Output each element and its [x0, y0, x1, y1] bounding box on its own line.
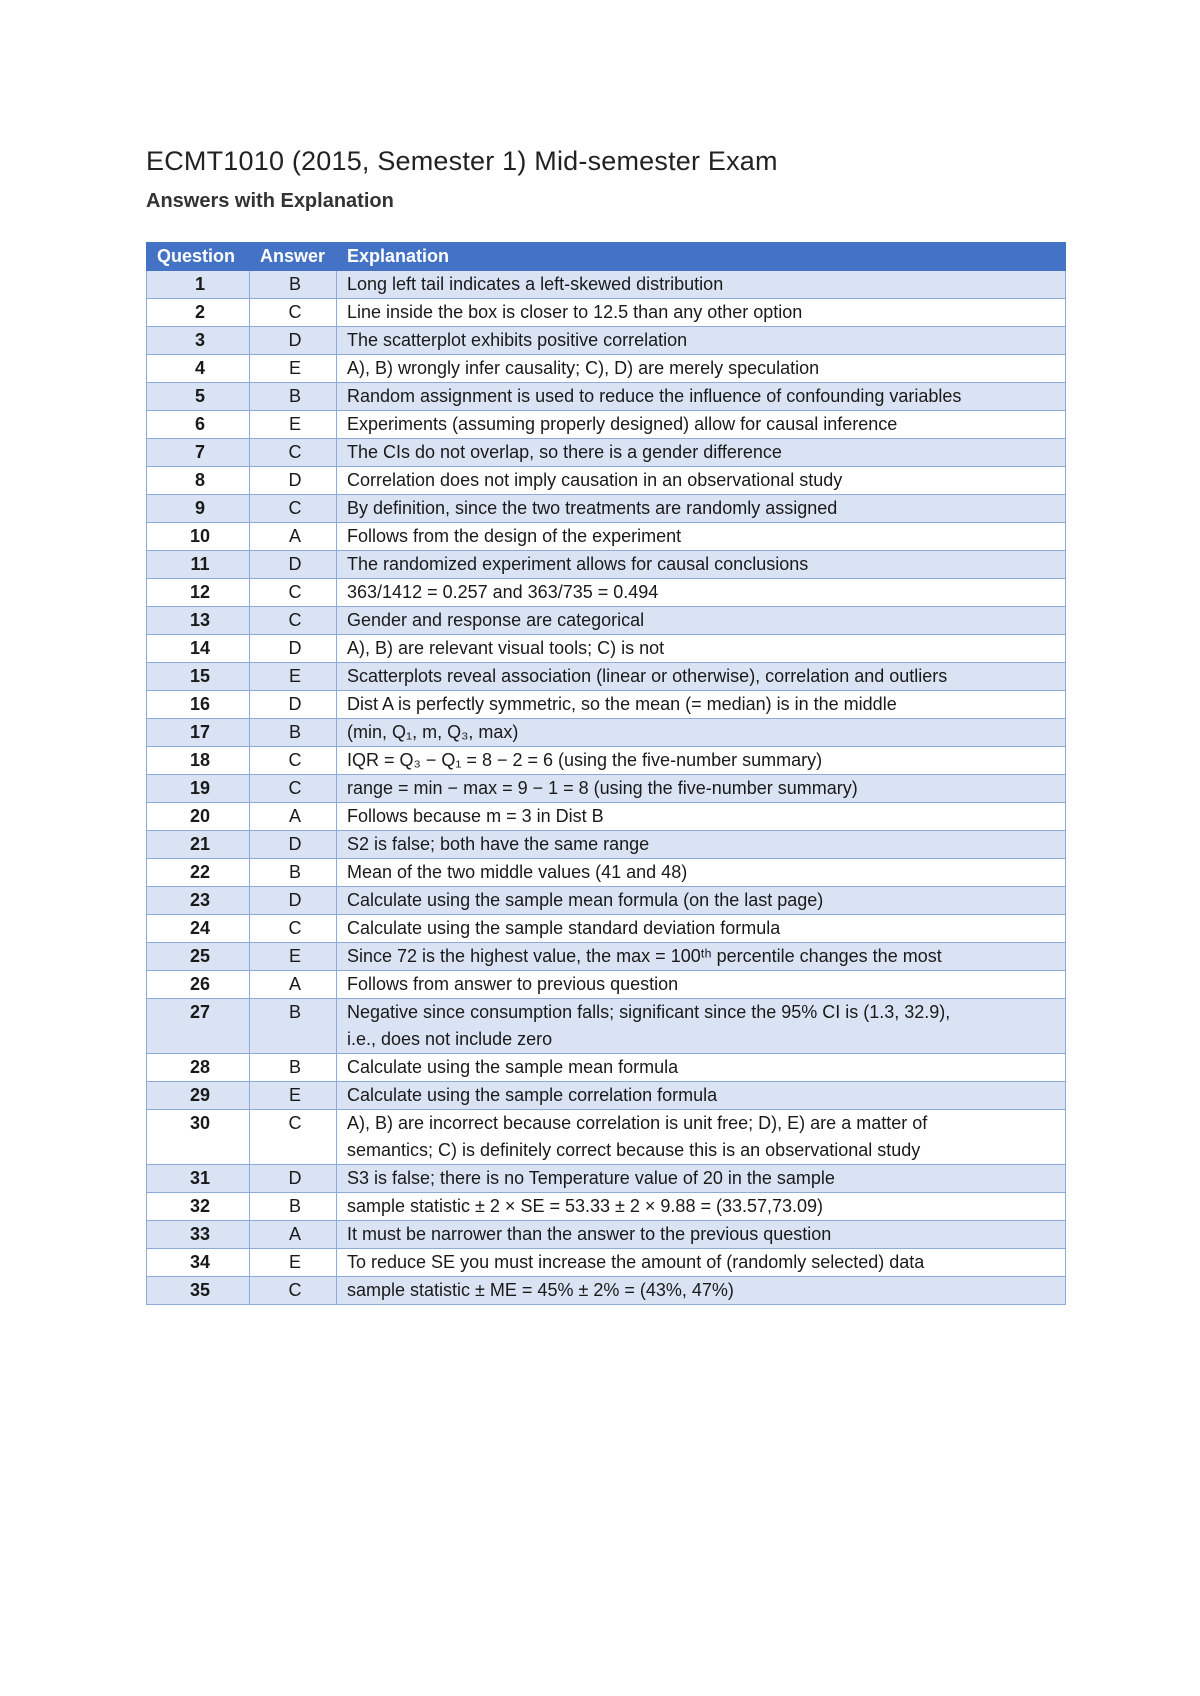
question-number: 5	[147, 383, 250, 411]
explanation-text: Calculate using the sample mean formula (on the last page)	[347, 890, 824, 910]
question-number: 35	[147, 1277, 250, 1305]
question-number: 6	[147, 411, 250, 439]
explanation-cell	[337, 859, 1066, 887]
explanation-text: The randomized experiment allows for causal conclusions	[347, 554, 809, 574]
question-number: 14	[147, 635, 250, 663]
explanation-cell	[337, 1110, 1066, 1165]
question-number: 1	[147, 271, 250, 299]
explanation-text: Negative since consumption falls; significant since the 95% CI is (1.3, 32.9),	[347, 1002, 951, 1022]
explanation-cell	[337, 355, 1066, 383]
answer-letter: D	[250, 327, 337, 355]
table-row	[147, 1110, 1066, 1165]
explanation-cell	[337, 887, 1066, 915]
answer-letter: B	[250, 999, 337, 1054]
explanation-text-continued: semantics; C) is definitely correct because this is an observational study	[347, 1140, 921, 1160]
question-number: 9	[147, 495, 250, 523]
answer-letter: B	[250, 1054, 337, 1082]
answer-letter: B	[250, 383, 337, 411]
answer-letter: D	[250, 887, 337, 915]
explanation-text: Correlation does not imply causation in an observational study	[347, 470, 843, 490]
answer-letter: D	[250, 635, 337, 663]
explanation-cell	[337, 1221, 1066, 1249]
answer-letter: C	[250, 607, 337, 635]
explanation-cell	[337, 1249, 1066, 1277]
answer-letter: E	[250, 663, 337, 691]
answer-letter: E	[250, 411, 337, 439]
header-explanation: Explanation	[337, 243, 1066, 271]
header-question: Question	[147, 243, 250, 271]
explanation-cell	[337, 915, 1066, 943]
explanation-text: It must be narrower than the answer to the previous question	[347, 1224, 832, 1244]
explanation-cell	[337, 943, 1066, 971]
explanation-cell	[337, 383, 1066, 411]
question-number: 17	[147, 719, 250, 747]
explanation-text: Calculate using the sample standard deviation formula	[347, 918, 781, 938]
question-number: 15	[147, 663, 250, 691]
question-number: 2	[147, 299, 250, 327]
explanation-cell	[337, 635, 1066, 663]
answers-table	[146, 242, 1066, 1305]
table-row	[147, 271, 1066, 299]
explanation-text: sample statistic ± 2 × SE = 53.33 ± 2 × 9.88 = (33.57,73.09)	[347, 1196, 824, 1216]
answer-letter: A	[250, 1221, 337, 1249]
question-number: 16	[147, 691, 250, 719]
document-title: ECMT1010 (2015, Semester 1) Mid-semester Exam	[146, 146, 778, 176]
explanation-cell	[337, 1165, 1066, 1193]
table-row	[147, 411, 1066, 439]
question-number: 8	[147, 467, 250, 495]
explanation-text: A), B) are relevant visual tools; C) is not	[347, 638, 665, 658]
explanation-text-continued: i.e., does not include zero	[347, 1029, 553, 1049]
explanation-cell	[337, 999, 1066, 1054]
explanation-text: Follows because m = 3 in Dist B	[347, 806, 604, 826]
table-row	[147, 719, 1066, 747]
table-row	[147, 1165, 1066, 1193]
answer-letter: B	[250, 719, 337, 747]
explanation-text: S2 is false; both have the same range	[347, 834, 650, 854]
answer-letter: E	[250, 355, 337, 383]
answer-letter: E	[250, 1249, 337, 1277]
answer-letter: C	[250, 299, 337, 327]
explanation-cell	[337, 775, 1066, 803]
table-row	[147, 607, 1066, 635]
explanation-cell	[337, 663, 1066, 691]
question-number: 18	[147, 747, 250, 775]
explanation-text: A), B) are incorrect because correlation is unit free; D), E) are a matter of	[347, 1113, 928, 1133]
table-row	[147, 971, 1066, 999]
question-number: 28	[147, 1054, 250, 1082]
explanation-cell	[337, 299, 1066, 327]
answer-letter: C	[250, 1110, 337, 1165]
table-header-row	[147, 243, 1066, 271]
answer-letter: B	[250, 859, 337, 887]
question-number: 32	[147, 1193, 250, 1221]
table-body	[147, 271, 1066, 1305]
question-number: 26	[147, 971, 250, 999]
question-number: 33	[147, 1221, 250, 1249]
explanation-text: Scatterplots reveal association (linear or otherwise), correlation and outliers	[347, 666, 948, 686]
document-subtitle: Answers with Explanation	[146, 190, 394, 212]
explanation-text: (min, Q₁, m, Q₃, max)	[347, 722, 519, 742]
table-row	[147, 747, 1066, 775]
explanation-cell	[337, 831, 1066, 859]
answer-letter: D	[250, 467, 337, 495]
question-number: 22	[147, 859, 250, 887]
question-number: 10	[147, 523, 250, 551]
explanation-text: Calculate using the sample mean formula	[347, 1057, 679, 1077]
table-row	[147, 1082, 1066, 1110]
explanation-cell	[337, 327, 1066, 355]
table-row	[147, 775, 1066, 803]
question-number: 13	[147, 607, 250, 635]
explanation-text: Calculate using the sample correlation formula	[347, 1085, 718, 1105]
answer-letter: E	[250, 1082, 337, 1110]
table-row	[147, 803, 1066, 831]
explanation-cell	[337, 523, 1066, 551]
explanation-text: Follows from answer to previous question	[347, 974, 679, 994]
explanation-cell	[337, 579, 1066, 607]
explanation-cell	[337, 803, 1066, 831]
explanation-cell	[337, 551, 1066, 579]
explanation-cell	[337, 971, 1066, 999]
answer-letter: A	[250, 803, 337, 831]
answer-letter: D	[250, 831, 337, 859]
explanation-text: Random assignment is used to reduce the influence of confounding variables	[347, 386, 962, 406]
explanation-cell	[337, 411, 1066, 439]
question-number: 20	[147, 803, 250, 831]
table-row	[147, 523, 1066, 551]
explanation-cell	[337, 719, 1066, 747]
explanation-text: sample statistic ± ME = 45% ± 2% = (43%, 47%)	[347, 1280, 734, 1300]
question-number: 4	[147, 355, 250, 383]
explanation-text: Line inside the box is closer to 12.5 than any other option	[347, 302, 803, 322]
explanation-text: range = min − max = 9 − 1 = 8 (using the five-number summary)	[347, 778, 858, 798]
explanation-text: By definition, since the two treatments are randomly assigned	[347, 498, 838, 518]
table-row	[147, 859, 1066, 887]
explanation-cell	[337, 439, 1066, 467]
table-row	[147, 383, 1066, 411]
answer-letter: C	[250, 915, 337, 943]
answer-letter: A	[250, 971, 337, 999]
table-row	[147, 299, 1066, 327]
table-row	[147, 495, 1066, 523]
answer-letter: D	[250, 1165, 337, 1193]
answer-letter: C	[250, 579, 337, 607]
explanation-text: Mean of the two middle values (41 and 48)	[347, 862, 688, 882]
explanation-text: Experiments (assuming properly designed) allow for causal inference	[347, 414, 898, 434]
explanation-text: 363/1412 = 0.257 and 363/735 = 0.494	[347, 582, 659, 602]
question-number: 27	[147, 999, 250, 1054]
table-row	[147, 1221, 1066, 1249]
explanation-text: Long left tail indicates a left-skewed distribution	[347, 274, 724, 294]
header-answer: Answer	[250, 243, 337, 271]
question-number: 19	[147, 775, 250, 803]
answer-letter: C	[250, 439, 337, 467]
question-number: 7	[147, 439, 250, 467]
question-number: 24	[147, 915, 250, 943]
question-number: 12	[147, 579, 250, 607]
explanation-cell	[337, 1082, 1066, 1110]
answer-letter: D	[250, 551, 337, 579]
explanation-cell	[337, 747, 1066, 775]
answer-letter: C	[250, 495, 337, 523]
table-row	[147, 551, 1066, 579]
explanation-text: Dist A is perfectly symmetric, so the mean (= median) is in the middle	[347, 694, 897, 714]
explanation-cell	[337, 1054, 1066, 1082]
table-row	[147, 663, 1066, 691]
answer-letter: B	[250, 271, 337, 299]
table-row	[147, 327, 1066, 355]
table-row	[147, 579, 1066, 607]
answer-letter: D	[250, 691, 337, 719]
question-number: 23	[147, 887, 250, 915]
answer-letter: B	[250, 1193, 337, 1221]
explanation-text: The CIs do not overlap, so there is a gender difference	[347, 442, 782, 462]
question-number: 25	[147, 943, 250, 971]
explanation-cell	[337, 1193, 1066, 1221]
answer-letter: C	[250, 1277, 337, 1305]
explanation-text: Since 72 is the highest value, the max = 100ᵗʰ percentile changes the most	[347, 946, 942, 966]
table-row	[147, 467, 1066, 495]
table-row	[147, 691, 1066, 719]
answer-letter: E	[250, 943, 337, 971]
explanation-text: Gender and response are categorical	[347, 610, 645, 630]
table-row	[147, 1193, 1066, 1221]
explanation-text: Follows from the design of the experiment	[347, 526, 682, 546]
question-number: 31	[147, 1165, 250, 1193]
question-number: 29	[147, 1082, 250, 1110]
question-number: 21	[147, 831, 250, 859]
answer-letter: C	[250, 747, 337, 775]
explanation-text: A), B) wrongly infer causality; C), D) are merely speculation	[347, 358, 820, 378]
answer-letter: A	[250, 523, 337, 551]
explanation-text: To reduce SE you must increase the amount of (randomly selected) data	[347, 1252, 925, 1272]
explanation-text: The scatterplot exhibits positive correlation	[347, 330, 688, 350]
explanation-cell	[337, 467, 1066, 495]
table-row	[147, 635, 1066, 663]
explanation-text: IQR = Q₃ − Q₁ = 8 − 2 = 6 (using the five-number summary)	[347, 750, 823, 770]
table-row	[147, 1054, 1066, 1082]
explanation-cell	[337, 607, 1066, 635]
table-row	[147, 999, 1066, 1054]
table-row	[147, 915, 1066, 943]
answer-letter: C	[250, 775, 337, 803]
explanation-text: S3 is false; there is no Temperature value of 20 in the sample	[347, 1168, 835, 1188]
table-row	[147, 1277, 1066, 1305]
table-row	[147, 943, 1066, 971]
table-row	[147, 831, 1066, 859]
table-row	[147, 1249, 1066, 1277]
explanation-cell	[337, 271, 1066, 299]
question-number: 3	[147, 327, 250, 355]
explanation-cell	[337, 691, 1066, 719]
table-row	[147, 887, 1066, 915]
table-row	[147, 355, 1066, 383]
explanation-cell	[337, 1277, 1066, 1305]
question-number: 30	[147, 1110, 250, 1165]
question-number: 11	[147, 551, 250, 579]
table-row	[147, 439, 1066, 467]
explanation-cell	[337, 495, 1066, 523]
question-number: 34	[147, 1249, 250, 1277]
